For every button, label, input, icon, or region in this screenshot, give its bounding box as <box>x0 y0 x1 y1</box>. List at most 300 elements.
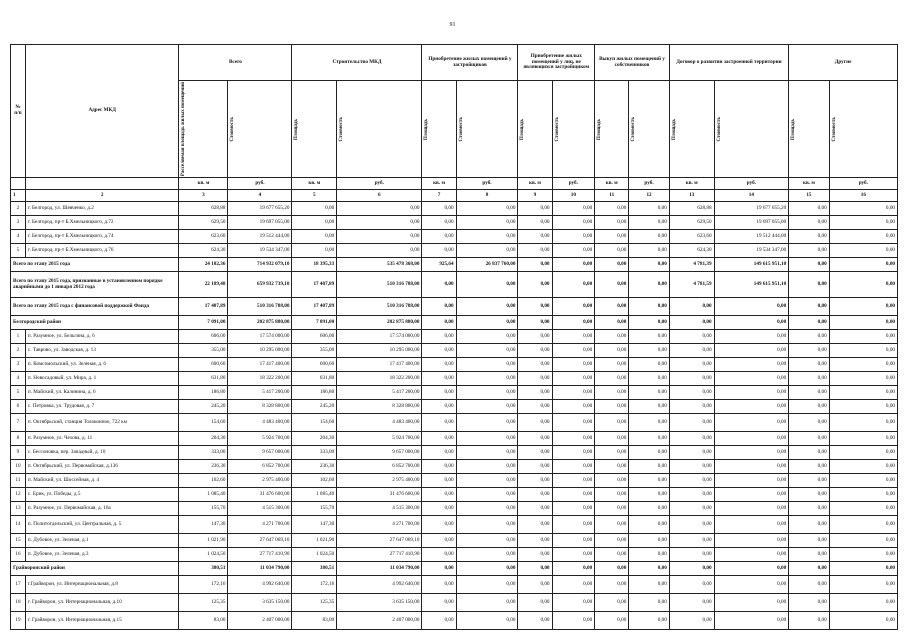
cost-cell: 4 271 700,00 <box>337 516 422 534</box>
unit-area: кв. м <box>789 178 830 190</box>
cost-cell: 0,00 <box>714 386 789 400</box>
area-cell: 102,60 <box>292 474 337 488</box>
area-cell: 0,00 <box>422 534 456 548</box>
area-cell: 245,20 <box>179 400 228 414</box>
cost-cell: 0,00 <box>829 330 897 344</box>
area-cell: 0,00 <box>595 534 629 548</box>
cost-cell: 0,00 <box>456 386 518 400</box>
area-cell: 0,00 <box>669 432 714 446</box>
summary-row <box>11 298 898 316</box>
area-cell: 0,00 <box>669 474 714 488</box>
area-cell: 0,00 <box>518 316 552 330</box>
area-cell: 154,60 <box>179 414 228 432</box>
area-cell: 0,00 <box>669 344 714 358</box>
cost-cell: 0,00 <box>714 502 789 516</box>
area-cell: 0,00 <box>422 244 456 258</box>
area-cell: 0,00 <box>422 298 456 316</box>
area-cell: 0,00 <box>422 272 456 298</box>
area-cell: 0,00 <box>518 216 552 230</box>
cost-cell: 0,00 <box>629 216 670 230</box>
cost-cell: 0,00 <box>552 488 595 502</box>
area-cell: 0,00 <box>789 316 830 330</box>
subheader-cost: Стоимость <box>631 116 637 142</box>
area-cell: 0,00 <box>422 594 456 612</box>
cost-cell: 0,00 <box>714 488 789 502</box>
cost-cell: 0,00 <box>629 230 670 244</box>
area-cell: 154,60 <box>292 414 337 432</box>
area-cell: 0,00 <box>422 488 456 502</box>
table-row <box>11 400 898 414</box>
cost-cell: 714 932 079,10 <box>228 258 292 272</box>
cost-cell: 0,00 <box>829 344 897 358</box>
area-cell: 0,00 <box>669 548 714 562</box>
area-cell: 0,00 <box>789 432 830 446</box>
cost-cell: 5 417 200,00 <box>228 386 292 400</box>
cost-cell: 0,00 <box>552 230 595 244</box>
cost-cell: 19 534 347,00 <box>228 244 292 258</box>
unit-cost: руб. <box>629 178 670 190</box>
unit-area: кв. м <box>292 178 337 190</box>
area-cell: 155,70 <box>292 502 337 516</box>
row-number: 3 <box>11 358 26 372</box>
row-number: 12 <box>11 488 26 502</box>
unit-area: кв. м <box>595 178 629 190</box>
row-number: 2 <box>11 202 26 216</box>
cost-cell: 0,00 <box>552 244 595 258</box>
area-cell: 0,00 <box>422 216 456 230</box>
subheader-cost: Стоимость <box>458 116 464 142</box>
cost-cell: 0,00 <box>629 330 670 344</box>
cost-cell: 0,00 <box>714 432 789 446</box>
cost-cell: 0,00 <box>714 358 789 372</box>
cost-cell: 17 574 000,00 <box>228 330 292 344</box>
cost-cell: 202 875 880,00 <box>228 316 292 330</box>
area-cell: 0,00 <box>669 594 714 612</box>
table-row <box>11 594 898 612</box>
cost-cell: 0,00 <box>714 414 789 432</box>
area-cell: 0,00 <box>789 216 830 230</box>
unit-area: кв. м <box>669 178 714 190</box>
cost-cell: 0,00 <box>629 386 670 400</box>
address-cell: г. Белгород, ул. Шевченко, д.2 <box>25 202 179 216</box>
cost-cell: 0,00 <box>829 372 897 386</box>
area-cell: 0,00 <box>789 562 830 576</box>
cost-cell: 0,00 <box>829 612 897 630</box>
area-cell: 0,00 <box>518 488 552 502</box>
cost-cell: 8 328 800,00 <box>337 400 422 414</box>
table-row <box>11 216 898 230</box>
area-cell: 83,00 <box>179 612 228 630</box>
address-cell: п. Разумное, ул. Первомайская, д. 16а <box>25 502 179 516</box>
area-cell: 0,00 <box>292 244 337 258</box>
row-number: 19 <box>11 612 26 630</box>
area-cell: 624,30 <box>179 244 228 258</box>
cost-cell: 0,00 <box>456 502 518 516</box>
group-buyout-header: Выкуп жилых помещений у собственников <box>595 45 670 81</box>
area-cell: 0,00 <box>789 272 830 298</box>
cost-cell: 0,00 <box>552 344 595 358</box>
cost-cell: 0,00 <box>552 400 595 414</box>
cost-cell: 0,00 <box>456 344 518 358</box>
cost-cell: 27 647 069,10 <box>228 534 292 548</box>
cost-cell: 0,00 <box>456 244 518 258</box>
cost-cell: 0,00 <box>829 258 897 272</box>
cost-cell: 0,00 <box>456 272 518 298</box>
area-cell: 0,00 <box>422 414 456 432</box>
row-number: 11 <box>11 474 26 488</box>
area-cell: 17 407,89 <box>292 272 337 298</box>
cost-cell: 0,00 <box>552 594 595 612</box>
area-cell: 0,00 <box>669 488 714 502</box>
cost-cell: 0,00 <box>629 372 670 386</box>
area-cell: 0,00 <box>595 576 629 594</box>
area-cell: 0,00 <box>422 460 456 474</box>
area-cell: 0,00 <box>422 202 456 216</box>
area-cell: 355,00 <box>292 344 337 358</box>
area-cell: 0,00 <box>669 386 714 400</box>
area-cell: 0,00 <box>422 372 456 386</box>
cost-cell: 5 417 200,00 <box>337 386 422 400</box>
cost-cell: 0,00 <box>552 202 595 216</box>
cost-cell: 17 417 400,00 <box>228 358 292 372</box>
row-number: 1 <box>11 330 26 344</box>
subheader-area: Площадь <box>424 118 430 140</box>
area-cell: 628,88 <box>179 202 228 216</box>
area-cell: 245,20 <box>292 400 337 414</box>
area-cell: 0,00 <box>595 358 629 372</box>
cost-cell: 5 924 700,00 <box>337 432 422 446</box>
area-cell: 0,00 <box>595 258 629 272</box>
area-cell: 0,00 <box>595 446 629 460</box>
cost-cell: 0,00 <box>456 576 518 594</box>
address-cell: г. Белгород, пр-т Б.Хмельницкого, д.74 <box>25 230 179 244</box>
area-cell: 0,00 <box>422 386 456 400</box>
area-cell: 0,00 <box>595 244 629 258</box>
address-cell: п. Майский, ул. Шоссейная, д. 4 <box>25 474 179 488</box>
area-cell: 0,00 <box>595 488 629 502</box>
cost-cell: 5 924 700,00 <box>228 432 292 446</box>
area-cell: 623,60 <box>179 230 228 244</box>
cost-cell: 510 316 788,00 <box>337 272 422 298</box>
cost-cell: 0,00 <box>829 548 897 562</box>
cost-cell: 0,00 <box>552 414 595 432</box>
cost-cell: 0,00 <box>629 562 670 576</box>
cost-cell: 0,00 <box>552 534 595 548</box>
summary-label: Белгородский район <box>11 316 179 330</box>
summary-row <box>11 258 898 272</box>
area-cell: 600,60 <box>292 358 337 372</box>
subheader-area: Площадь <box>294 118 300 140</box>
area-cell: 0,00 <box>422 502 456 516</box>
resettlement-table <box>10 44 898 630</box>
cost-cell: 6 852 700,00 <box>228 460 292 474</box>
cost-cell: 0,00 <box>456 594 518 612</box>
table-row <box>11 502 898 516</box>
row-number: 2 <box>11 344 26 358</box>
cost-cell: 0,00 <box>552 316 595 330</box>
group-territory-header: Договор о развитии застроенной территории <box>669 45 788 81</box>
area-cell: 0,00 <box>669 612 714 630</box>
table-row <box>11 516 898 534</box>
group-total-header: Всего <box>179 45 292 81</box>
area-cell: 0,00 <box>518 344 552 358</box>
table-row <box>11 358 898 372</box>
area-cell: 628,88 <box>669 202 714 216</box>
cost-cell: 0,00 <box>456 230 518 244</box>
row-number: 5 <box>11 244 26 258</box>
cost-cell: 0,00 <box>829 460 897 474</box>
group-construction-header: Строительство МКД <box>292 45 422 81</box>
address-cell: г. Грайворон, ул. Интернациональная, д.15 <box>25 612 179 630</box>
cost-cell: 17 417 400,00 <box>337 358 422 372</box>
area-cell: 0,00 <box>789 576 830 594</box>
cost-cell: 0,00 <box>714 612 789 630</box>
area-cell: 204,30 <box>179 432 228 446</box>
cost-cell: 0,00 <box>629 400 670 414</box>
cost-cell: 0,00 <box>829 386 897 400</box>
address-cell: п. Комсомольский, ул. Зеленая, д. 6 <box>25 358 179 372</box>
area-cell: 0,00 <box>518 414 552 432</box>
area-cell: 0,00 <box>518 258 552 272</box>
cost-cell: 0,00 <box>714 330 789 344</box>
area-cell: 0,00 <box>669 516 714 534</box>
area-cell: 0,00 <box>789 400 830 414</box>
cost-cell: 0,00 <box>456 474 518 488</box>
subheader-cost: Стоимость <box>716 116 722 142</box>
cost-cell: 0,00 <box>714 594 789 612</box>
area-cell: 0,00 <box>789 612 830 630</box>
area-cell: 0,00 <box>789 548 830 562</box>
area-cell: 147,30 <box>179 516 228 534</box>
cost-cell: 0,00 <box>714 534 789 548</box>
cost-cell: 10 295 000,00 <box>337 344 422 358</box>
area-cell: 631,80 <box>179 372 228 386</box>
area-cell: 1 085,40 <box>179 488 228 502</box>
area-cell: 4 781,39 <box>669 258 714 272</box>
area-cell: 1 085,40 <box>292 488 337 502</box>
area-cell: 0,00 <box>789 534 830 548</box>
area-cell: 0,00 <box>669 316 714 330</box>
row-number: 9 <box>11 446 26 460</box>
area-cell: 0,00 <box>789 594 830 612</box>
cost-cell: 149 615 951,10 <box>714 258 789 272</box>
address-cell: г. Белгород, пр-т Б.Хмельницкого, д.72 <box>25 216 179 230</box>
area-cell: 0,00 <box>789 230 830 244</box>
column-numbers-row <box>11 190 898 202</box>
cost-cell: 4 483 400,00 <box>337 414 422 432</box>
area-cell: 0,00 <box>789 298 830 316</box>
area-cell: 0,00 <box>518 446 552 460</box>
group-acq-builders-header: Приобретение жилых помещений у застройщиков <box>422 45 518 81</box>
cost-cell: 0,00 <box>629 612 670 630</box>
area-cell: 0,00 <box>518 230 552 244</box>
cost-cell: 0,00 <box>829 474 897 488</box>
area-cell: 204,30 <box>292 432 337 446</box>
area-cell: 0,00 <box>789 414 830 432</box>
cost-cell: 0,00 <box>629 202 670 216</box>
area-cell: 606,00 <box>179 330 228 344</box>
table-row <box>11 432 898 446</box>
subheader-area: Площадь <box>597 118 603 140</box>
cost-cell: 0,00 <box>456 534 518 548</box>
cost-cell: 2 407 000,00 <box>228 612 292 630</box>
area-cell: 925,64 <box>422 258 456 272</box>
address-cell: с. Ерик, ул. Победы, д.5 <box>25 488 179 502</box>
cost-cell: 0,00 <box>552 562 595 576</box>
table-row <box>11 372 898 386</box>
address-cell: с. Таврово, ул. Заводская, д. 13 <box>25 344 179 358</box>
area-cell: 0,00 <box>669 372 714 386</box>
area-cell: 0,00 <box>518 594 552 612</box>
cost-cell: 0,00 <box>829 400 897 414</box>
column-number: 5 <box>292 190 337 202</box>
cost-cell: 0,00 <box>829 316 897 330</box>
cost-cell: 0,00 <box>456 548 518 562</box>
area-cell: 172,16 <box>292 576 337 594</box>
cost-cell: 0,00 <box>552 386 595 400</box>
table-row <box>11 414 898 432</box>
area-cell: 0,00 <box>422 562 456 576</box>
cost-cell: 0,00 <box>629 460 670 474</box>
table-row <box>11 488 898 502</box>
cost-cell: 4 271 700,00 <box>228 516 292 534</box>
area-cell: 102,60 <box>179 474 228 488</box>
area-cell: 125,35 <box>292 594 337 612</box>
row-number: 17 <box>11 576 26 594</box>
cost-cell: 0,00 <box>829 414 897 432</box>
cost-cell: 0,00 <box>829 594 897 612</box>
cost-cell: 149 615 951,10 <box>714 272 789 298</box>
area-cell: 17 407,89 <box>179 298 228 316</box>
area-cell: 0,00 <box>789 460 830 474</box>
area-cell: 0,00 <box>292 202 337 216</box>
area-cell: 1 021,90 <box>292 534 337 548</box>
area-cell: 0,00 <box>422 230 456 244</box>
cost-cell: 0,00 <box>829 502 897 516</box>
subheader-area: Площадь <box>791 118 797 140</box>
cost-cell: 0,00 <box>629 272 670 298</box>
address-cell: п. Новосадовый, ул. Мира, д. 1 <box>25 372 179 386</box>
area-cell: 0,00 <box>518 502 552 516</box>
area-cell: 24 102,36 <box>179 258 228 272</box>
area-cell: 0,00 <box>518 534 552 548</box>
address-cell: п. Октябрьский, ул. Первомайская, д.136 <box>25 460 179 474</box>
address-cell: п. Политотдельский, ул. Центральная, д. 5 <box>25 516 179 534</box>
cost-cell: 0,00 <box>552 216 595 230</box>
column-number: 15 <box>789 190 830 202</box>
row-number: 16 <box>11 548 26 562</box>
row-number: 4 <box>11 372 26 386</box>
address-cell: с. Петровка, ул. Трудовая, д. 7 <box>25 400 179 414</box>
area-cell: 0,00 <box>518 516 552 534</box>
area-cell: 0,00 <box>595 502 629 516</box>
cost-cell: 17 574 000,00 <box>337 330 422 344</box>
unit-area: кв. м <box>179 178 228 190</box>
area-cell: 22 189,48 <box>179 272 228 298</box>
column-number: 2 <box>25 190 179 202</box>
cost-cell: 0,00 <box>337 202 422 216</box>
row-number: 8 <box>11 432 26 446</box>
address-cell: п. Майский, ул. Калинина, д. 6 <box>25 386 179 400</box>
cost-cell: 0,00 <box>629 358 670 372</box>
cost-cell: 26 837 760,00 <box>456 258 518 272</box>
area-cell: 186,80 <box>292 386 337 400</box>
cost-cell: 0,00 <box>552 272 595 298</box>
area-cell: 0,00 <box>518 372 552 386</box>
area-cell: 17 407,89 <box>292 298 337 316</box>
cost-cell: 0,00 <box>829 488 897 502</box>
cost-cell: 0,00 <box>629 548 670 562</box>
area-cell: 0,00 <box>789 202 830 216</box>
cost-cell: 0,00 <box>552 298 595 316</box>
area-cell: 0,00 <box>669 330 714 344</box>
cost-cell: 0,00 <box>552 460 595 474</box>
cost-cell: 27 717 410,90 <box>228 548 292 562</box>
area-cell: 0,00 <box>518 400 552 414</box>
area-cell: 0,00 <box>422 474 456 488</box>
table-body <box>11 202 898 630</box>
cost-cell: 0,00 <box>552 516 595 534</box>
cost-cell: 0,00 <box>552 446 595 460</box>
unit-cost: руб. <box>337 178 422 190</box>
area-cell: 0,00 <box>595 272 629 298</box>
cost-cell: 0,00 <box>714 562 789 576</box>
area-cell: 172,16 <box>179 576 228 594</box>
unit-cost: руб. <box>456 178 518 190</box>
summary-label: Всего по этапу 2015 года <box>11 258 179 272</box>
cost-cell: 0,00 <box>456 298 518 316</box>
cost-cell: 0,00 <box>456 516 518 534</box>
table-row <box>11 612 898 630</box>
cost-cell: 0,00 <box>337 244 422 258</box>
column-number: 1 <box>11 190 26 202</box>
cost-cell: 0,00 <box>456 316 518 330</box>
cost-cell: 11 034 790,00 <box>337 562 422 576</box>
row-number: 5 <box>11 386 26 400</box>
cost-cell: 27 647 069,10 <box>337 534 422 548</box>
summary-label: Грайворонский район <box>11 562 179 576</box>
summary-row <box>11 562 898 576</box>
cost-cell: 19 512 444,00 <box>228 230 292 244</box>
cost-cell: 0,00 <box>456 432 518 446</box>
column-number: 7 <box>422 190 456 202</box>
table-row <box>11 330 898 344</box>
area-cell: 0,00 <box>518 474 552 488</box>
area-cell: 4 781,59 <box>669 272 714 298</box>
cost-cell: 0,00 <box>552 502 595 516</box>
area-cell: 125,35 <box>179 594 228 612</box>
area-cell: 147,30 <box>292 516 337 534</box>
cost-cell: 0,00 <box>456 400 518 414</box>
area-cell: 0,00 <box>292 230 337 244</box>
area-cell: 0,00 <box>595 400 629 414</box>
area-cell: 0,00 <box>422 548 456 562</box>
table-row <box>11 244 898 258</box>
cost-cell: 11 034 790,00 <box>228 562 292 576</box>
cost-cell: 0,00 <box>829 358 897 372</box>
area-cell: 236,30 <box>179 460 228 474</box>
cost-cell: 27 717 410,90 <box>337 548 422 562</box>
cost-cell: 0,00 <box>629 344 670 358</box>
subheader-area: Площадь <box>671 118 677 140</box>
cost-cell: 510 316 788,00 <box>337 298 422 316</box>
area-cell: 0,00 <box>292 216 337 230</box>
address-cell: п. Октябрьский, станция Толоконное, 722 км <box>25 414 179 432</box>
area-cell: 600,60 <box>179 358 228 372</box>
area-cell: 0,00 <box>669 534 714 548</box>
cost-cell: 19 677 655,20 <box>714 202 789 216</box>
area-cell: 0,00 <box>595 414 629 432</box>
